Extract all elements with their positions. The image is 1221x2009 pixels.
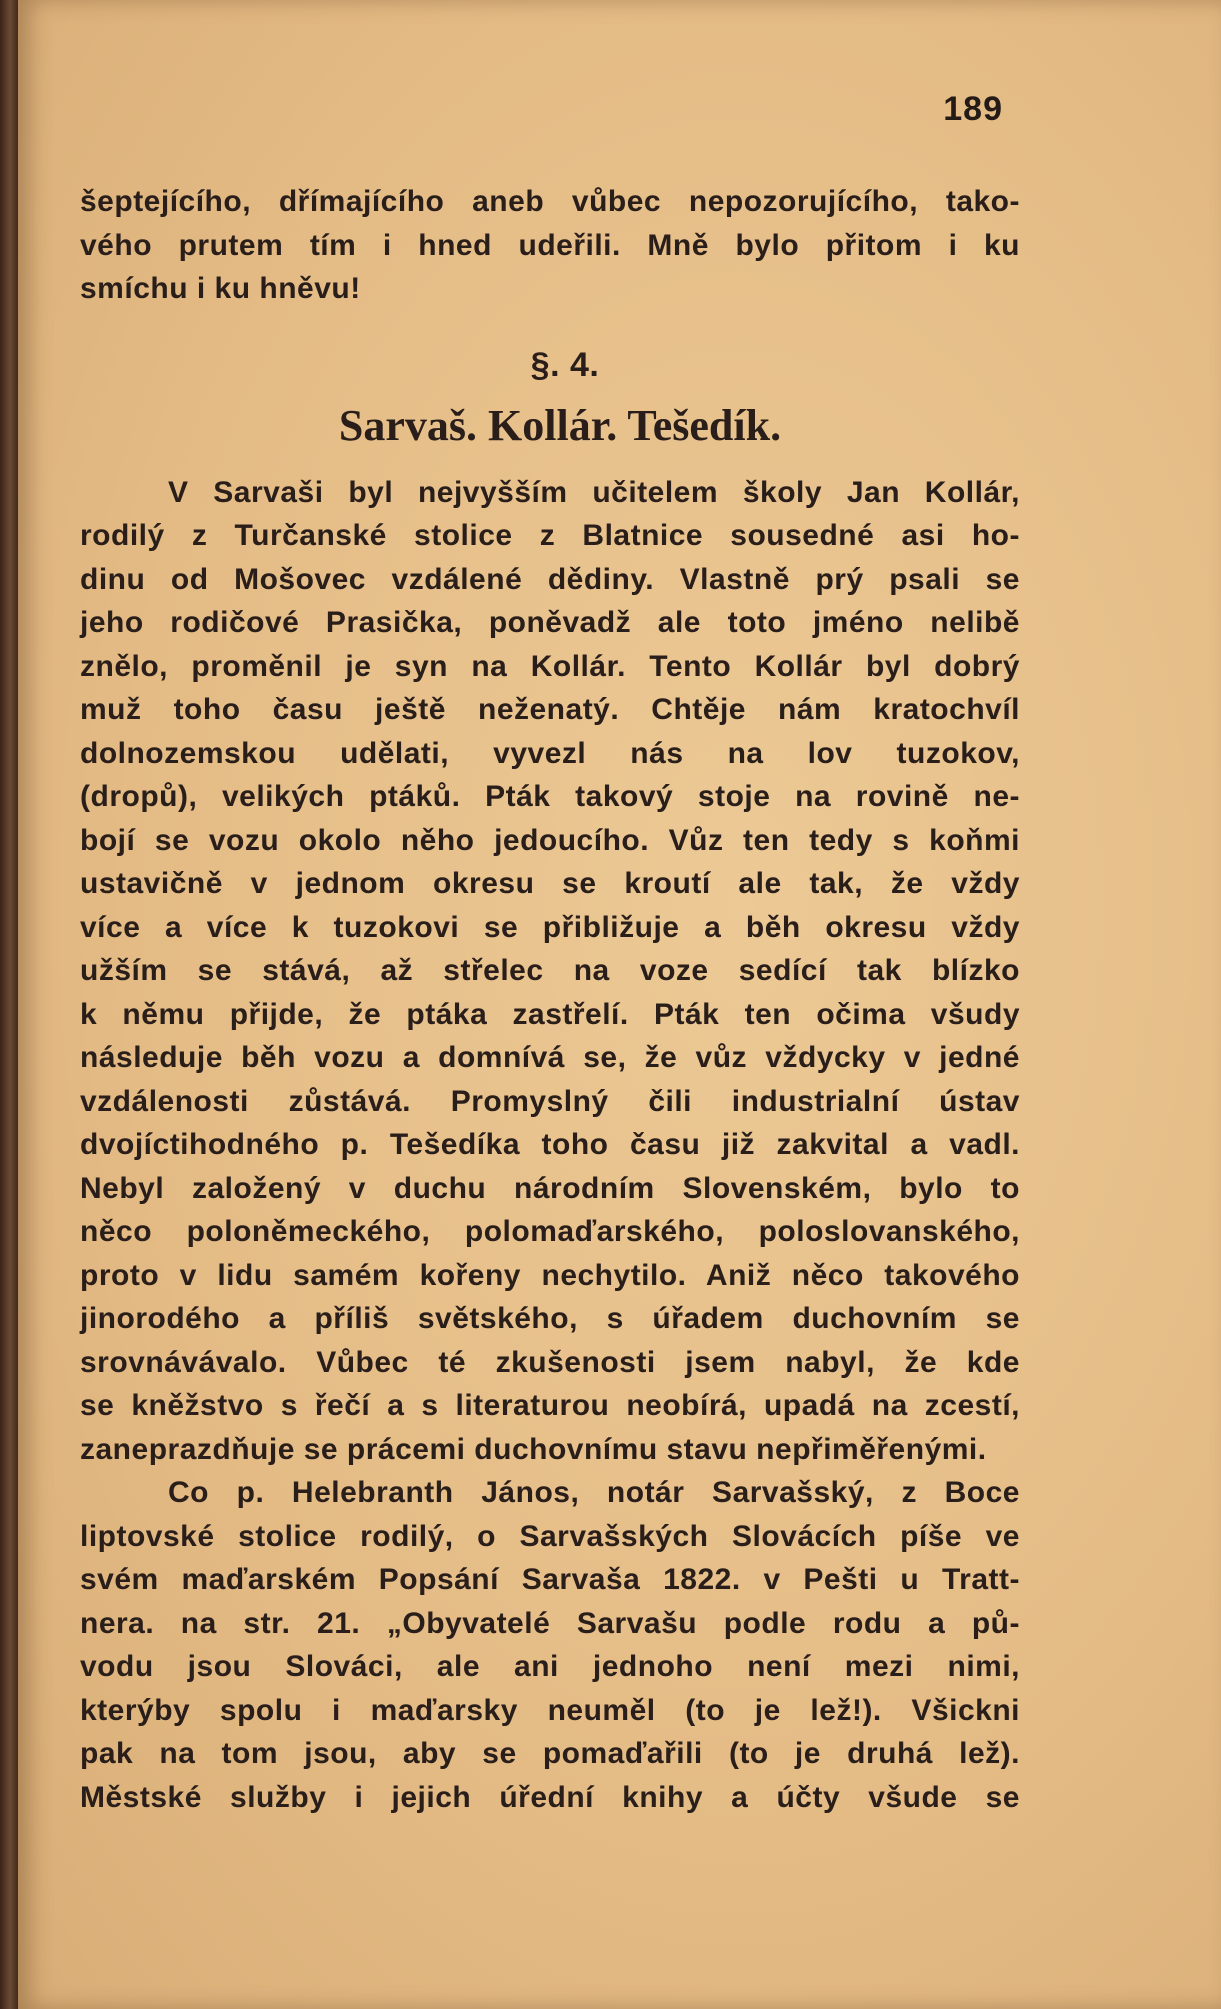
text-line: srovnávávalo. Vůbec té zkušenosti jsem nabyl, že kde [80,1345,1020,1379]
text-line: svém maďarském Popsání Sarvaša 1822. v Pešti u Tratt- [80,1563,1020,1596]
text-line: něco poloněmeckého, polomaďarského, poloslovanského, [80,1215,1020,1248]
text-line: pak na tom jsou, aby se pomaďařili (to je druhá lež). [80,1737,1020,1770]
paragraph-last [80,1471,1020,1819]
text-line: ustavičně v jednom okresu se kroutí ale tak, že vždy [80,867,1020,900]
text-line: vého prutem tím i hned udeřili. Mně bylo přitom i ku [80,228,1020,262]
text-line: liptovské stolice rodilý, o Sarvašských Slovácích píše ve [80,1519,1020,1553]
text-line: V Sarvaši byl nejvyšším učitelem školy Jan Kollár, [168,475,1020,509]
section-number: §. 4. [530,345,600,384]
text-line: Nebyl založený v duchu národním Slovenském, bylo to [80,1171,1020,1205]
text-line: Městské služby i jejich úřední knihy a účty všude se [80,1780,1020,1814]
text-line: dolnozemskou udělati, vyvezl nás na lov tuzokov, [80,736,1020,770]
text-line: se kněžstvo s řečí a s literaturou neobírá, upadá na zcestí, [80,1389,1020,1422]
text-line: jinorodého a příliš světského, s úřadem duchovním se [80,1302,1020,1335]
text-line: užším se stává, až střelec na voze sedící tak blízko [80,954,1020,987]
text-line: k němu přijde, že ptáka zastřelí. Pták ten očima všudy [80,997,1020,1031]
text-line: kterýby spolu i maďarsky neuměl (to je lež!). Všickni [80,1693,1020,1727]
page-number: 189 [943,90,1003,128]
text-line: bojí se vozu okolo něho jedoucího. Vůz ten tedy s koňmi [80,823,1020,857]
text-line: jeho rodičové Prasička, poněvadž ale toto jméno nelibě [80,606,1020,639]
text-line: následuje běh vozu a domnívá se, že vůz vždycky v jedné [80,1041,1020,1074]
text-line: vzdálenosti zůstává. Promyslný čili industrialní ústav [80,1084,1020,1118]
text-line: (dropů), velikých ptáků. Pták takový stoje na rovině ne- [80,780,1020,813]
text-line: více a více k tuzokovi se přibližuje a běh okresu vždy [80,910,1020,944]
text-line: zaneprazdňuje se prácemi duchovnímu stavu nepřiměřenými. [80,1432,987,1466]
book-page [18,0,1221,2009]
text-line: vodu jsou Slováci, ale ani jednoho není mezi nimi, [80,1650,1020,1683]
page-text [80,180,1020,1819]
text-line: dinu od Mošovec vzdálené dědiny. Vlastně prý psali se [80,562,1020,596]
text-line: Co p. Helebranth János, notár Sarvašský, z Boce [168,1476,1020,1509]
text-line: šeptejícího, dřímajícího aneb vůbec nepozorujícího, tako- [80,185,1020,218]
text-line: dvojíctihodného p. Tešedíka toho času již zakvital a vadl. [80,1128,1020,1161]
paragraph-top [80,180,1020,311]
text-line: smíchu i ku hněvu! [80,272,361,305]
text-line: znělo, proměnil je syn na Kollár. Tento Kollár byl dobrý [80,649,1020,683]
text-line: rodilý z Turčanské stolice z Blatnice sousedné asi ho- [80,519,1020,552]
text-line: nera. na str. 21. „Obyvatelé Sarvašu podle rodu a pů- [80,1606,1020,1640]
text-line: muž toho času ještě neženatý. Chtěje nám kratochvíl [80,693,1020,726]
text-line: proto v lidu samém kořeny nechytilo. Aniž něco takového [80,1258,1020,1292]
section-heading: Sarvaš. Kollár. Tešedík. [338,400,782,450]
paragraph-main [80,471,1020,1472]
